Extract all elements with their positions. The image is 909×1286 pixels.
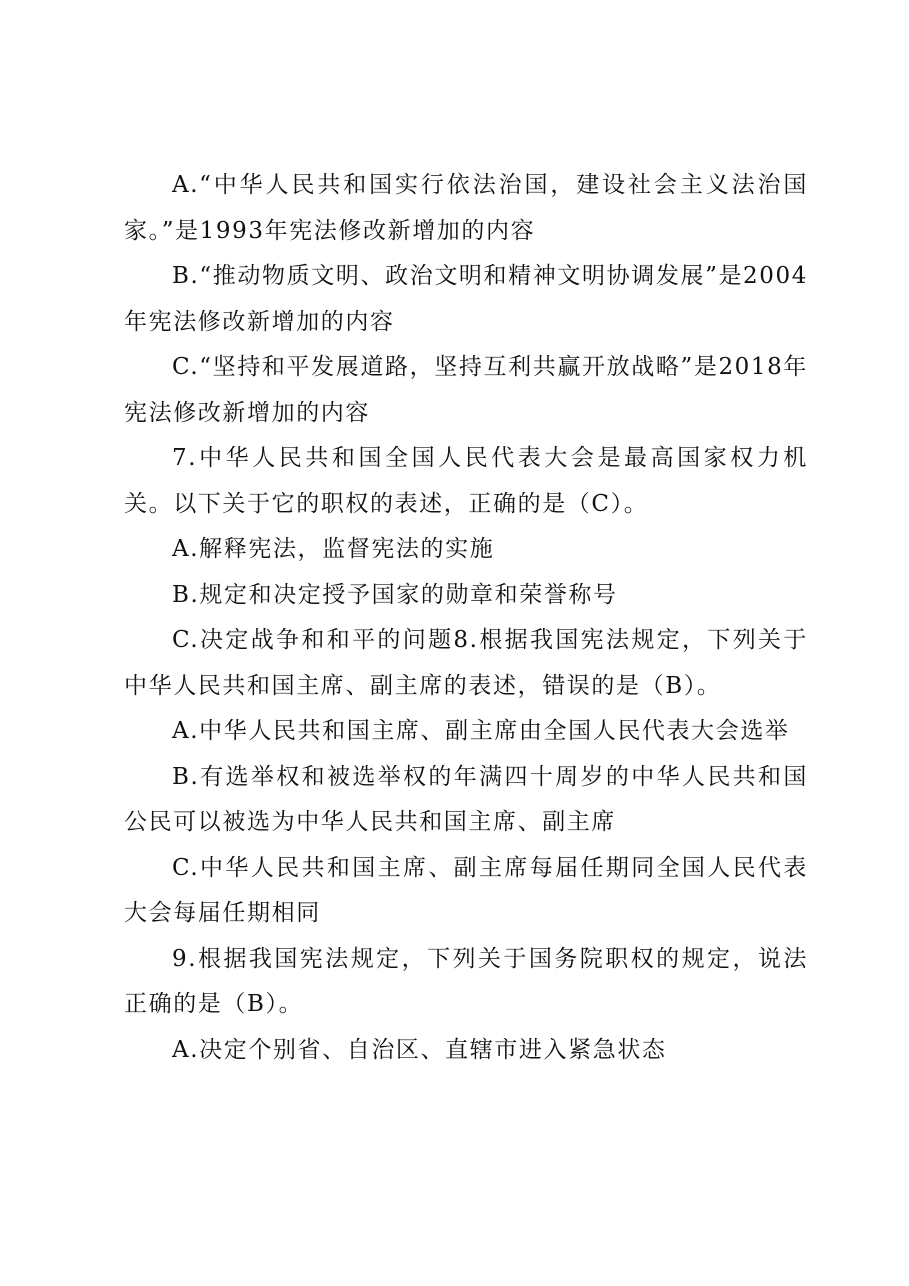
question-7-option-b: B.规定和决定授予国家的勋章和荣誉称号 (172, 581, 618, 608)
question-9: 9.根据我国宪法规定，下列关于国务院职权的规定，说法正确的是（B）。 (124, 945, 808, 1017)
question-7: 7.中华人民共和国全国人民代表大会是最高国家权力机关。以下关于它的职权的表述，正确的是（C）。 (124, 445, 808, 517)
question-7-option-c-and-question-8: C.决定战争和和平的问题8.根据我国宪法规定，下列关于中华人民共和国主席、副主席的表述，错误的是（B）。 (124, 627, 808, 699)
option-b-2004-amendment: B.“推动物质文明、政治文明和精神文明协调发展”是2004年宪法修改新增加的内容 (124, 263, 808, 335)
question-8-option-a: A.中华人民共和国主席、副主席由全国人民代表大会选举 (172, 718, 790, 744)
option-a-1993-amendment: A.“中华人民共和国实行依法治国，建设社会主义法治国家。”是1993年宪法修改新增加的内容 (124, 172, 808, 244)
question-8-option-c: C.中华人民共和国主席、副主席每届任期同全国人民代表大会每届任期相同 (124, 854, 808, 926)
option-c-2018-amendment: C.“坚持和平发展道路，坚持互利共赢开放战略”是2018年宪法修改新增加的内容 (124, 354, 808, 426)
question-8-option-b: B.有选举权和被选举权的年满四十周岁的中华人民共和国公民可以被选为中华人民共和国主席、副主席 (124, 763, 808, 835)
document-body (124, 163, 808, 1073)
question-7-option-a: A.解释宪法，监督宪法的实施 (172, 536, 495, 562)
question-9-option-a: A.决定个别省、自治区、直辖市进入紧急状态 (172, 1036, 667, 1063)
